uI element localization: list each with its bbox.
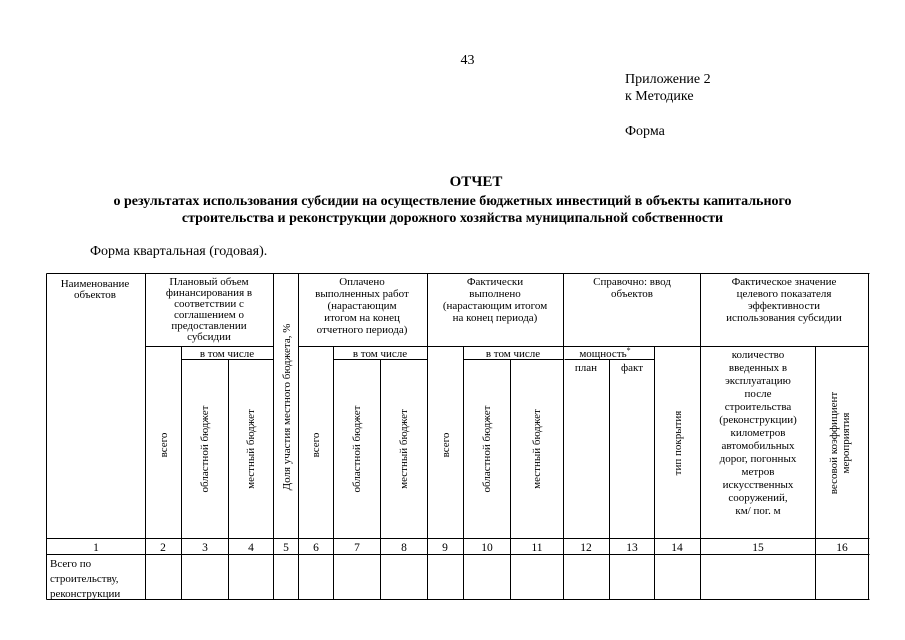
header-surface-type: тип покрытия bbox=[672, 410, 684, 476]
header-actual-line: эффективности bbox=[747, 300, 821, 312]
form-label: Форма bbox=[625, 124, 665, 139]
subtitle-line: строительства и реконструкции дорожного хозяйства муниципальной собственности bbox=[181, 211, 724, 226]
header-names-line: Наименование bbox=[60, 278, 130, 290]
column-number: 14 bbox=[671, 542, 683, 554]
header-input-line: Справочно: ввод bbox=[593, 276, 671, 288]
column-number: 13 bbox=[626, 542, 638, 554]
row-total-label-line: строительству, bbox=[50, 573, 119, 585]
column-number: 8 bbox=[401, 542, 407, 554]
header-weight-line: мероприятия bbox=[840, 412, 852, 474]
header-total: всего bbox=[158, 432, 170, 458]
header-quantity-line: искусственных bbox=[722, 479, 794, 491]
header-total: всего bbox=[310, 432, 322, 458]
header-regional: областной бюджет bbox=[351, 405, 363, 493]
header-quantity-line: километров bbox=[730, 427, 786, 439]
header-quantity-line: количество bbox=[731, 349, 785, 361]
header-total: всего bbox=[440, 432, 452, 458]
header-plan-line: соглашением о bbox=[174, 309, 244, 321]
header-done-line: выполнено bbox=[469, 288, 521, 300]
column-number: 2 bbox=[160, 542, 166, 554]
column-number: 3 bbox=[202, 542, 208, 554]
column-number: 6 bbox=[313, 542, 319, 554]
appendix-line: Приложение 2 bbox=[625, 72, 711, 87]
header-paid-line: Оплачено bbox=[339, 276, 385, 288]
header-quantity-line: дорог, погонных bbox=[719, 453, 797, 465]
row-total-label-line: Всего по bbox=[50, 558, 92, 570]
column-number: 9 bbox=[442, 542, 448, 554]
column-number: 7 bbox=[354, 542, 360, 554]
header-input-line: объектов bbox=[611, 288, 653, 300]
header-paid-line: выполненных работ bbox=[315, 288, 409, 300]
header-plan-line: Плановый объем bbox=[169, 276, 249, 288]
header-paid-line: итогом на конец bbox=[324, 312, 400, 324]
form-type: Форма квартальная (годовая). bbox=[90, 244, 268, 259]
header-actual-line: целевого показателя bbox=[736, 288, 832, 300]
column-number: 4 bbox=[248, 542, 254, 554]
header-actual-line: Фактическое значение bbox=[731, 276, 837, 288]
header-quantity-line: сооружений, bbox=[728, 492, 788, 504]
page-number: 43 bbox=[460, 53, 475, 68]
header-quantity-line: км/ пог. м bbox=[735, 505, 781, 517]
header-plan-line: соответствии с bbox=[174, 298, 244, 310]
header-done-line: (нарастающим итогом bbox=[442, 300, 548, 312]
column-numbers-row bbox=[93, 542, 848, 554]
column-number: 5 bbox=[283, 542, 289, 554]
row-total-label-line: реконструкции bbox=[50, 588, 121, 600]
subtitle-line: о результатах использования субсидии на осуществление бюджетных инвестиций в объекты капитального bbox=[113, 194, 792, 209]
header-quantity-line: (реконструкции) bbox=[719, 414, 797, 426]
table-row bbox=[50, 558, 120, 600]
header-regional: областной бюджет bbox=[199, 405, 211, 493]
header-quantity-line: строительства bbox=[724, 401, 792, 413]
header-capacity: мощность* bbox=[579, 346, 631, 360]
report-title: ОТЧЕТ bbox=[449, 174, 503, 190]
header-incl: в том числе bbox=[352, 348, 408, 360]
header-quantity-line: после bbox=[744, 388, 772, 400]
header-names-line: объектов bbox=[74, 289, 116, 301]
header-plan: план bbox=[574, 362, 598, 374]
header-plan-line: финансирования в bbox=[165, 287, 253, 299]
header-plan-line: субсидии bbox=[187, 331, 231, 343]
column-number: 1 bbox=[93, 542, 99, 554]
column-number: 15 bbox=[752, 542, 764, 554]
header-incl: в том числе bbox=[485, 348, 541, 360]
column-number: 10 bbox=[481, 542, 493, 554]
header-done-line: на конец периода) bbox=[452, 312, 538, 324]
header-local: местный бюджет bbox=[245, 409, 257, 489]
header-local: местный бюджет bbox=[531, 409, 543, 489]
header-incl: в том числе bbox=[199, 348, 255, 360]
header-quantity-line: эксплуатацию bbox=[725, 375, 791, 387]
column-number: 12 bbox=[580, 542, 592, 554]
header-quantity-line: автомобильных bbox=[721, 440, 795, 452]
header-local-share: Доля участия местного бюджета, % bbox=[281, 323, 293, 491]
header-paid-line: отчетного периода) bbox=[316, 324, 408, 336]
header-local: местный бюджет bbox=[398, 409, 410, 489]
header-quantity-line: введенных в bbox=[728, 362, 788, 374]
header-regional: областной бюджет bbox=[481, 405, 493, 493]
column-number: 16 bbox=[836, 542, 848, 554]
header-plan-line: предоставлении bbox=[171, 320, 247, 332]
appendix-line: к Методике bbox=[625, 89, 694, 104]
header-paid-line: (нарастающим bbox=[327, 300, 397, 312]
header-weight-line: весовой коэффициент bbox=[828, 391, 840, 495]
header-quantity-line: метров bbox=[741, 466, 775, 478]
header-actual-line: использования субсидии bbox=[726, 312, 842, 324]
header-done-line: Фактически bbox=[466, 276, 524, 288]
header-fact: факт bbox=[620, 362, 644, 374]
column-number: 11 bbox=[531, 542, 543, 554]
